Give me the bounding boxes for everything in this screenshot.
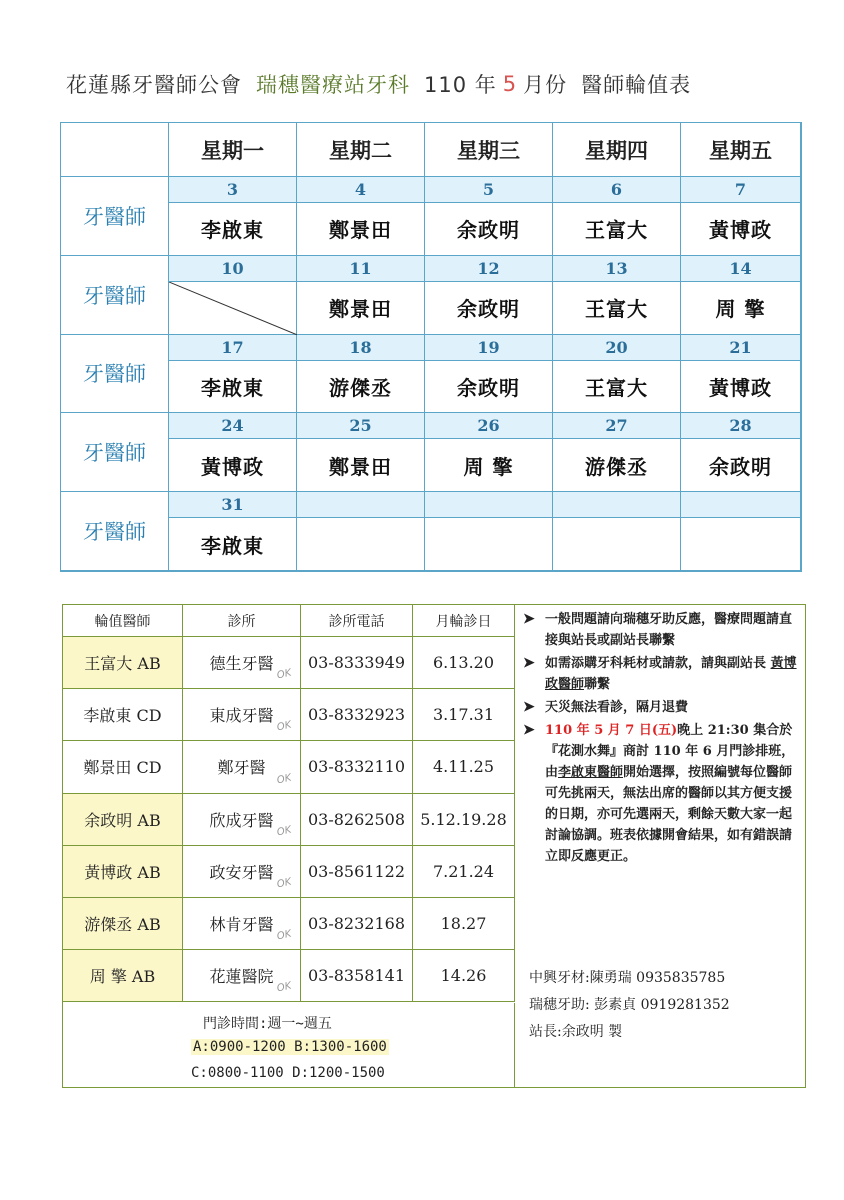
page-title [66,66,705,102]
date-cell [553,492,681,518]
weekday-header: 星期一 [169,123,297,177]
contacts [529,965,799,1046]
ok-mark: OK [276,720,293,734]
doctor-cell: 李啟東 [169,361,297,414]
doctor-cell: 黃博政 [681,361,801,414]
note-2-text: 如需添購牙科耗材或請款，請與副站長 [545,656,771,671]
title-month: 5 [502,72,518,96]
title-month-suffix: 月份 [523,73,568,97]
title-org: 花蓮縣牙醫師公會 [66,73,242,97]
info-box [62,604,806,1088]
schedule-table [60,122,802,572]
roster-header: 診所 [183,605,301,637]
date-cell: 14 [681,256,801,282]
roster-phone: 03-8333949 [301,637,413,689]
note-2-contact: 黃博政醫師 [545,656,797,692]
ok-mark: OK [276,981,293,995]
doctor-cell: 鄭景田 [297,203,425,256]
date-cell: 27 [553,413,681,439]
doctor-cell: 李啟東 [169,203,297,256]
weekday-header: 星期三 [425,123,553,177]
doctor-cell: 余政明 [425,282,553,335]
date-cell: 25 [297,413,425,439]
date-cell: 20 [553,335,681,361]
date-cell [425,492,553,518]
doctor-cell: 游傑丞 [297,361,425,414]
hours-ab: A:0900-1200 B:1300-1600 [193,1039,387,1055]
roster-phone: 03-8332110 [301,741,413,793]
date-cell: 7 [681,177,801,203]
corner-cell [61,123,169,177]
roster-header: 診所電話 [301,605,413,637]
note-4-date: 110 年 5 月 7 日(五) [545,723,678,738]
clinic-hours [63,1003,515,1087]
date-cell: 6 [553,177,681,203]
date-cell: 3 [169,177,297,203]
note-item [521,697,801,718]
doctor-cell: 黃博政 [681,203,801,256]
doctor-cell: 王富大 [553,282,681,335]
row-label: 牙醫師 [61,177,169,256]
doctor-cell: 鄭景田 [297,282,425,335]
roster-doctor: 周 擎 AB [63,950,183,1002]
weekday-header: 星期四 [553,123,681,177]
roster-doctor: 黃博政 AB [63,846,183,898]
contact-station-head: 站長:余政明 製 [529,1024,623,1040]
note-item [521,609,801,651]
row-label: 牙醫師 [61,413,169,492]
note-item [521,720,801,867]
roster-header: 月輪診日 [413,605,515,637]
note-4-doctor: 李啟東醫師 [558,765,624,780]
roster-clinic: 鄭牙醫 [183,741,301,793]
date-cell: 21 [681,335,801,361]
row-label: 牙醫師 [61,492,169,571]
hours-title: 門診時間:週一~週五 [203,1016,332,1032]
date-cell: 10 [169,256,297,282]
roster-clinic: 德生牙醫 [183,637,301,689]
date-cell: 5 [425,177,553,203]
doctor-cell [553,518,681,571]
doctor-cell: 李啟東 [169,518,297,571]
roster-clinic: 林肯牙醫 [183,898,301,950]
doctor-cell: 黃博政 [169,439,297,492]
roster-days: 6.13.20 [413,637,515,689]
note-4-text: 晚上 21:30 集合於『花測水舞』商討 110 年 6 月門診排班，由 [545,723,795,780]
title-table-name: 醫師輪值表 [581,73,692,97]
doctor-cell: 余政明 [681,439,801,492]
roster-days: 3.17.31 [413,689,515,741]
date-cell: 11 [297,256,425,282]
contact-supplier: 中興牙材:陳勇瑞 0935835785 [529,970,726,986]
roster-doctor: 余政明 AB [63,794,183,846]
roster-header: 輪值醫師 [63,605,183,637]
roster-clinic: 花蓮醫院 [183,950,301,1002]
roster-phone: 03-8232168 [301,898,413,950]
doctor-cell: 余政明 [425,203,553,256]
roster-doctor: 游傑丞 AB [63,898,183,950]
diagonal-slash [169,282,297,335]
doctor-cell: 游傑丞 [553,439,681,492]
row-label: 牙醫師 [61,256,169,335]
doctor-cell: 周 擎 [425,439,553,492]
note-1-text: 一般問題請向瑞穗牙助反應，醫療問題請直接與站長或副站長聯繫 [545,612,793,648]
date-cell: 4 [297,177,425,203]
date-cell: 19 [425,335,553,361]
doctor-cell: 王富大 [553,203,681,256]
roster-doctor: 鄭景田 CD [63,741,183,793]
arrow-icon: ➤ [523,655,535,671]
note-3-text: 天災無法看診，隔月退費 [545,700,689,715]
roster-doctor: 李啟東 CD [63,689,183,741]
roster-days: 5.12.19.28 [413,794,515,846]
roster-phone: 03-8332923 [301,689,413,741]
notes-list [521,609,801,869]
doctor-cell [681,518,801,571]
roster-phone: 03-8561122 [301,846,413,898]
ok-mark: OK [276,928,293,943]
date-cell: 12 [425,256,553,282]
roster-days: 4.11.25 [413,741,515,793]
doctor-cell [425,518,553,571]
title-station: 瑞穗醫療站牙科 [256,73,410,97]
date-cell: 24 [169,413,297,439]
arrow-icon: ➤ [523,611,535,627]
roster-clinic: 欣成牙醫 [183,794,301,846]
weekday-header: 星期二 [297,123,425,177]
roster-clinic: 政安牙醫 [183,846,301,898]
ok-mark: OK [276,667,293,682]
note-item [521,653,801,695]
doctor-cell [169,282,297,335]
date-cell [681,492,801,518]
roster-phone: 03-8358141 [301,950,413,1002]
doctor-cell: 周 擎 [681,282,801,335]
date-cell: 26 [425,413,553,439]
row-label: 牙醫師 [61,335,169,414]
roster-phone: 03-8262508 [301,794,413,846]
contact-assistant: 瑞穗牙助: 彭素貞 0919281352 [529,997,730,1013]
arrow-icon: ➤ [523,722,535,738]
doctor-cell: 余政明 [425,361,553,414]
roster-days: 7.21.24 [413,846,515,898]
date-cell: 18 [297,335,425,361]
arrow-icon: ➤ [523,699,535,715]
ok-mark: OK [276,876,293,891]
schedule-grid [61,123,801,571]
doctor-cell: 鄭景田 [297,439,425,492]
date-cell: 31 [169,492,297,518]
weekday-header: 星期五 [681,123,801,177]
date-cell [297,492,425,518]
date-cell: 13 [553,256,681,282]
ok-mark: OK [276,772,293,786]
date-cell: 17 [169,335,297,361]
roster-doctor: 王富大 AB [63,637,183,689]
roster-days: 18.27 [413,898,515,950]
doctor-cell: 王富大 [553,361,681,414]
note-2-tail: 聯繫 [584,677,611,692]
roster-days: 14.26 [413,950,515,1002]
ok-mark: OK [276,824,293,839]
roster-clinic: 東成牙醫 [183,689,301,741]
doctor-cell [297,518,425,571]
date-cell: 28 [681,413,801,439]
hours-cd: C:0800-1100 D:1200-1500 [191,1065,385,1081]
title-year: 110 年 [424,73,497,97]
note-4-tail: 開始選擇，按照編號每位醫師可先挑兩天，無法出席的醫師以其方便支援的日期，亦可先選兩天，剩餘天數大家一起討論協調。班表依據開會結果，如有錯誤請立即反應更正。 [545,765,793,864]
